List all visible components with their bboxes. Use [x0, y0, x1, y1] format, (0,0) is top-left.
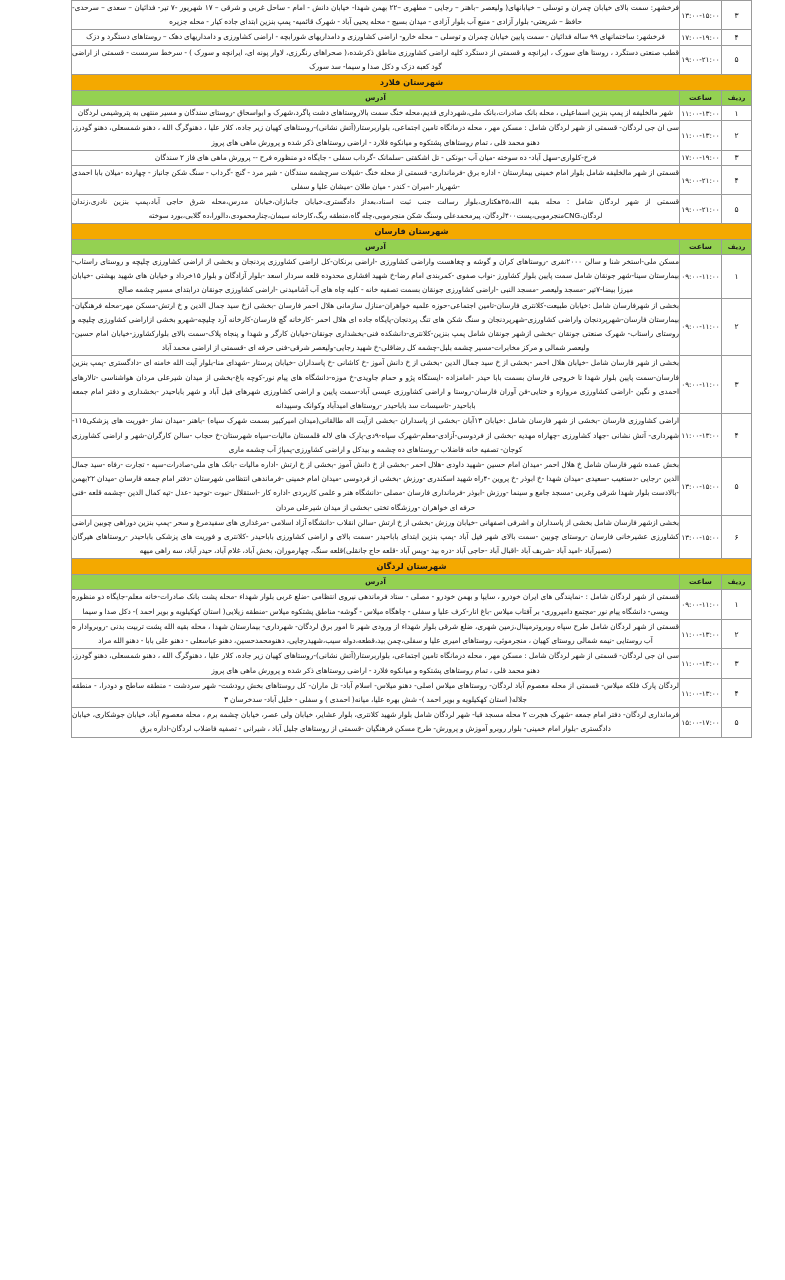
table-row [72, 515, 752, 559]
row-address: قطب صنعتی دستگرد ، روستا های سورک ، ایرانچه و قسمتی از دستگرد کلیه اراضی کشاورزی مناطق ذکرشده،( صحراهای رنگرزی، لاوار پونه ای، ایرانچه و سورک ) - سرخط سرمست - قسمتی از اراضی گود کعبه دزک و دکل صدا و سیما- سد سورک [72, 45, 680, 74]
table-body [72, 1, 752, 738]
row-time: ۱۱:۰۰-۱۳:۰۰ [680, 121, 722, 150]
row-address: قسمتی از شهر مالخلیفه شامل بلوار امام خمینی بیمارستان - اداره برق -فرمانداری- قسمتی از محله خنگ -شیلات سرچشمه سندگان - شیر مرد - گنج -گرداب - سنگ شکن جانباز - چهارده -میلان بابا احمدی -شهریار -امیران - کندر - میان طلان -میشان علیا و سفلی [72, 165, 680, 194]
table-row [72, 619, 752, 648]
row-time: ۱۷:۰۰-۱۹:۰۰ [680, 30, 722, 45]
row-time: ۰۹:۰۰-۱۱:۰۰ [680, 590, 722, 619]
row-address: قسمتی از شهر لردگان شامل طرح سپاه روبروترمینال،زمین شهری، ضلع شرقی بلوار شهداء از ورودی شهر تا امور برق لردگان- شهرداری- بیمارستان شهدا ، محله بقیه الله پشت تربیت بدنی -روبروادار ه آب روستایی -نیمه شمالی روستای کهیان ، منجرموئی، روستاهای امیری علیا و سفلی،چمن بید،قطعه،دوله سیب،شهیدرجایی، دهنومحمدحسین، دهنو عباسعلی - دهنو علی بابا - دهنو الله مراد [72, 619, 680, 648]
column-header-adres: آدرس [72, 575, 680, 590]
county-header-falard [72, 75, 752, 91]
row-number: ۴ [722, 165, 752, 194]
county-header-label: شهرستان فارسان [72, 223, 752, 239]
table-row [72, 708, 752, 737]
row-address: قسمتی از شهر لردگان شامل : -نمایندگی های ایران خودرو ، سایپا و بهمن خودرو - مصلی - ستاد فرماندهی نیروی انتظامی -ضلع غربی بلوار شهداء -محله پشت بانک صادرات-خانه معلم-جایگاه دو منظوره ویسی- دانشگاه پیام نور -مجتمع دامپروری- بر آفتاب میلاس -باغ انار-کرف علیا و سفلی - چاهگاه میلاس - گوشه- مناطق پشتکوه میلاس -منطقه زیلایی( استان کهکیلویه و بویر احمد )- دکل صدا و سیما [72, 590, 680, 619]
row-time: ۱۳:۰۰-۱۵:۰۰ [680, 515, 722, 559]
row-address: بخش عمده شهر فارسان شامل خ هلال احمر -میدان امام حسین -شهید داودی -هلال احمر -بخشی از خ دانش آموز -بخشی از خ ارتش -اداره مالیات -بانک های ملی-صادرات-سپه - تجارت -رفاه -سید جمال الدین -رجایی -دستغیب -سعیدی -میدان شهدا -خ ابوذر -خ پروین -۴راه شهید اسکندری -ورزش -بخشی از فردوسی -میدان امام خمینی -فرماندهی انتظامی شهرستان -دفتر امام جمعه فارسان -میدان ۲۲بهمن -بالادست بلوار شهدا شرقی وغربی -مسجد جامع و سینما -ورزش -ابوذر -فرمانداری فارسان -مصلی -دانشگاه هنر و علمی کاربردی -اداره کار -استقلال -نبوت -توحید -عدل -تپه کمال الدین -چشمه قلعه -فنی حرفه ای خواهران -ورزشگاه تختی -بخشی از میدان شیرعلی مردان [72, 457, 680, 515]
row-time: ۱۹:۰۰-۲۱:۰۰ [680, 45, 722, 74]
table-row [72, 150, 752, 165]
column-header-saat: ساعت [680, 575, 722, 590]
row-number: ۳ [722, 356, 752, 414]
row-number: ۱ [722, 106, 752, 121]
column-header-row [72, 575, 752, 590]
row-number: ۵ [722, 457, 752, 515]
table-row [72, 45, 752, 74]
row-time: ۰۹:۰۰-۱۱:۰۰ [680, 254, 722, 298]
table-row [72, 414, 752, 458]
table-row [72, 106, 752, 121]
row-address: شهر مالخلیفه از پمپ بنزین اسماعیلی ، محله بانک صادرات،بانک ملی،شهرداری قدیم،محله خنگ سمت بالاروستاهای دشت پاگرد،شهرک و ابواسحاق -روستای سندگان و مسیر منتهی به پتروشیمی لردگان [72, 106, 680, 121]
row-number: ۴ [722, 678, 752, 707]
row-number: ۵ [722, 45, 752, 74]
row-address: فرخشهر: سمت بالای خیابان چمران و توسلی – خیابانهای( ولیعصر –باهنر – رجایی – مطهری –۲۲ بهمن شهدا- خیابان دانش - امام - ساحل غربی و شرقی – ۱۷ شهریور -۷ تیر- فدائیان – سعدی – سرحدی- حافظ – شریعتی- بلوار آزادی - منبع آب بلوار آزادی - میدان بسیج - محله یحیی آباد - شهرک قائمیه- پمپ بنزین ابتدای جاده کیار - محله جزیره [72, 1, 680, 30]
table-row [72, 1, 752, 30]
table-row [72, 30, 752, 45]
row-time: ۱۳:۰۰-۱۵:۰۰ [680, 1, 722, 30]
county-header-lordegan [72, 559, 752, 575]
row-time: ۰۹:۰۰-۱۱:۰۰ [680, 298, 722, 356]
row-number: ۳ [722, 150, 752, 165]
table-row [72, 356, 752, 414]
column-header-radif: ردیف [722, 91, 752, 106]
row-number: ۱ [722, 590, 752, 619]
row-number: ۴ [722, 30, 752, 45]
row-number: ۶ [722, 515, 752, 559]
row-number: ۵ [722, 195, 752, 223]
table-row [72, 195, 752, 223]
row-time: ۱۳:۰۰-۱۵:۰۰ [680, 457, 722, 515]
row-number: ۲ [722, 619, 752, 648]
row-number: ۴ [722, 414, 752, 458]
row-time: ۱۹:۰۰-۲۱:۰۰ [680, 195, 722, 223]
row-time: ۱۱:۰۰-۱۳:۰۰ [680, 619, 722, 648]
table-row [72, 590, 752, 619]
row-time: ۱۷:۰۰-۱۹:۰۰ [680, 150, 722, 165]
row-time: ۱۱:۰۰-۱۳:۰۰ [680, 649, 722, 678]
column-header-radif: ردیف [722, 239, 752, 254]
row-address: بخشی از شهر فارسان شامل -خیابان هلال احمر -بخشی از خ سید جمال الدین -بخشی از خ دانش آموز -خ کاشانی -خ پاسداران -خیابان پرستار -شهدای منا-بلوار آیت الله خامنه ای -دادگستری -پمپ بنزین فارسان-سمت پایین بلوار شهدا تا خروجی فارسان بسمت بابا حیدر -امامزاده -ایستگاه پژو و حمام جاویدی-خ موزه-دانشگاه های پیام نور-کوچه باغ-بخشی از میدان شیرعلی مردان هواشناسی -تالارهای احمدی و نگین -اراضی کشاورزی مروازه و ختایی-فن آوران فارسان-روستا و اراضی کشاورزی عیسی آباد-سمت پایین و اراضی کشاورزی شهرهای فیل آباد و شهر باباحیدر -بخشداری و دفتر امام جمعه باباحیدر -تاسیسات سد باباحیدر -روستاهای امیدآباد وکوانک وسپیدانه [72, 356, 680, 414]
row-time: ۱۵:۰۰-۱۷:۰۰ [680, 708, 722, 737]
row-number: ۱ [722, 254, 752, 298]
row-number: ۵ [722, 708, 752, 737]
row-time: ۱۹:۰۰-۲۱:۰۰ [680, 165, 722, 194]
row-address: بخشی از شهرفارسان شامل :خیابان طبیعت-کلانتری فارسان-تامین اجتماعی-حوزه علمیه خواهران-منازل سازمانی هلال احمر فارسان -بخشی ازخ سید جمال الدین و خ ارتش-مسکن مهر-محله فرهنگیان-بیمارستان فارسان-شهرپردنجان واراضی کشاورزی-شهرپردنجان و سنگ شکن های تنگ پردنجان-پایگاه جاده ای هلال احمر -کارخانه گچ فارسان-کارخانه آرد چلیچه-شهرو بخشی ازاراضی کشاورزی چلیچه و روستای راستاب- شهرک صنعتی جونقان -بخشی ازشهر جونقان شامل پمپ بنزین-کلانتری-دانشکده فنی-بخشداری جونقان-خیابان کارگر و شهدا و پنجاه پلاک-سمت بالای بلوارکشاورز-خیابان امام حسین-ولیعصر شمالی و مرکز مخابرات-مسیر چشمه بلبل-چشمه کل رضاقلی-خ شهید رجایی-ولیعصر شرقی-فنی حرفه ای -قسمتی از اراضی محمد آباد [72, 298, 680, 356]
table-row [72, 121, 752, 150]
table-row [72, 678, 752, 707]
row-number: ۳ [722, 649, 752, 678]
row-number: ۲ [722, 121, 752, 150]
row-address: لردگان پارک فلکه میلاس- قسمتی از محله معصوم آباد لردگان- روستاهای میلاس اصلی- دهنو میلاس- اسلام آباد- تل ماران- کل روستاهای بخش رودشت- شهر سردشت - منطقه ساطح و دودرا، - منطقه جلاله( استان کهکیلویه و بویر احمد )- شش بهره علیا، میانه( احمدی ) و سفلی - خلیل آباد- سدخرسان ۳ [72, 678, 680, 707]
column-header-saat: ساعت [680, 239, 722, 254]
county-header-label: شهرستان فلارد [72, 75, 752, 91]
row-time: ۰۹:۰۰-۱۱:۰۰ [680, 356, 722, 414]
column-header-radif: ردیف [722, 575, 752, 590]
column-header-adres: آدرس [72, 91, 680, 106]
county-header-label: شهرستان لردگان [72, 559, 752, 575]
row-address: مسکن ملی-استخر شنا و سالن ۲۰۰۰نفری -روستاهای کران و گوشه و چغاهست واراضی کشاورزی -اراضی برنکان-کل اراضی کشاورزی پردنجان و بخشی از اراضی کشاورزی چلیچه و روستای راستاب-بیمارستان سینا-شهر جونقان شامل سمت پایین بلوار کشاورز -نواب صفوی -کمربندی امام رضا-خ شهید افشاری محدوده قلعه سردار اسعد -بلوار آزادگان و بلوار ۱۵خرداد و خیابان های شهید بهشتی -خیابان میرزا بیضا-۷تیر -مسجد ولیعصر -مسجد النبی -اراضی کشاورزی جونقان بسمت تصفیه خانه - کلیه چاه های آب آشامیدنی -اراضی کشاورزی جونقان درابتدای مسیر چشمه صالح [72, 254, 680, 298]
table-row [72, 457, 752, 515]
row-address: قسمتی از شهر لردگان شامل : محله بقیه الله،۲۵هکتاری،بلوار رسالت جنب ثبت اسناد،بعداز دادگستری،خیابان جانبازان،خیابان مدرس،محله شرق حاجی آباد،پمپ بنزین نادری،زندان لردگان،CNGمنجرموبی،پست۴۰۰لردگان، پیرمحمدعلی وسنگ شکن منجرموبی،چله گاه،منطقه ریگ،کارخانه سیمان،چنارمحمودی،دالورا،ده گلابی،بورد سوخته [72, 195, 680, 223]
row-address: سی ان جی لردگان- قسمتی از شهر لردگان شامل : مسکن مهر ، محله درمانگاه تامین اجتماعی، بلواربرستار(آتش نشانی)-روستاهای کهیان زیر جاده، کلار علیا ، دهنوگرگ الله ، دهنو شمسعلی، دهنو گودرز، دهنو محمد قلی ، تمام روستاهای پشتکوه و میانکوه فلارد - اراضی روستاهای ذکر شده و پرورش ماهی های پروز [72, 649, 680, 678]
outage-schedule-table [71, 0, 752, 738]
row-time: ۱۱:۰۰-۱۳:۰۰ [680, 106, 722, 121]
row-address: سی ان جی لردگان- قسمتی از شهر لردگان شامل : مسکن مهر ، محله درمانگاه تامین اجتماعی، بلواربرستار(آتش نشانی)-روستاهای کهیان زیر جاده، کلار علیا ، دهنوگرگ الله ، دهنو شمسعلی، دهنو گودرز، دهنو محمد قلی ، تمام روستاهای پشتکوه و میانکوه فلارد - اراضی روستاهای ذکر شده و پرورش ماهی های پروز [72, 121, 680, 150]
table-row [72, 298, 752, 356]
column-header-adres: آدرس [72, 239, 680, 254]
column-header-row [72, 239, 752, 254]
column-header-row [72, 91, 752, 106]
row-address: اراضی کشاورزی فارسان -بخشی از شهر فارسان شامل :خیابان ۱۳آبان -بخشی از پاسداران -بخشی ازآیت اله طالقانی(میدان امیرکبیر بسمت شهرک سپاه) -باهنر -میدان نماز -فوریت های پزشکی۱۱۵-شهرداری- آتش نشانی -جهاد کشاورزی -چهاراه مهدیه -بخشی از فردوسی-آزادی-معلم-شهرک سپاه-۹دی-پارک های لاله قلمستان مالیات-سپاه شهرستان-خ حجاب -سالن کارگران-شهر و اراضی کشاورزی کوجان- تصفیه خانه فاضلاب -روستاهای ده چشمه و بیدکل و اراضی کشاورزی-پمپاژ آب چشمه ماری [72, 414, 680, 458]
county-header-farsan [72, 223, 752, 239]
row-number: ۳ [722, 1, 752, 30]
row-number: ۲ [722, 298, 752, 356]
table-row [72, 649, 752, 678]
table-row [72, 254, 752, 298]
row-address: فرمانداری لردگان- دفتر امام جمعه -شهرک هجرت ۲ محله مسجد قبا- شهر لردگان شامل بلوار شهید کلانتری، بلوار عشایر، خیابان ولی عصر، خیابان چشمه برم ، محله معصوم آباد، خیابان جوشکاری، خیابان دادگستری -بلوار امام خمینی- بلوار روبرو آموزش و پرورش- طرح مسکن فرهنگیان -قسمتی از روستاهای جلیل آباد ، شیرانی - تصفیه فاضلاب لردگان-اداره برق [72, 708, 680, 737]
row-time: ۱۱:۰۰-۱۳:۰۰ [680, 678, 722, 707]
row-address: فرح-کلواری-سهل آباد- ده سوخته -میان آب -بونکی - تل اشکفتی -سلمانک -گرداب سفلی - جایگاه دو منظوره فرح -- پرورش ماهی های فاز ۲ سندگان [72, 150, 680, 165]
table-row [72, 165, 752, 194]
row-time: ۱۱:۰۰-۱۳:۰۰ [680, 414, 722, 458]
column-header-saat: ساعت [680, 91, 722, 106]
row-address: بخشی ازشهر فارسان شامل بخشی از پاسداران و اشرفی اصفهانی -خیابان ورزش -بخشی از خ ارتش -سالن انقلاب -دانشگاه آزاد اسلامی -مرغداری های سفیدمرغ و سحر -پمپ بنزین دوراهی چوبین اراضی کشاورزی عشیرخانی فارسان -روستای چوبین -سمت بالای شهر فیل آباد -پمپ بنزین ابتدای باباحیدر -سمت بالای و اراضی کشاورزی باباحیدر -کلانتری و فوریت های پزشکی باباحیدر -روستاهای هیرگان (نصیرآباد -امید آباد -شریف آباد -اقبال آباد -حاجی آباد -دره بید -ویس آباد -قلعه حاج جانقلی)قلعه سنگ، چهارموران، بخش آباد، غلام آباد، حیدر آباد، سه راهی میهه [72, 515, 680, 559]
row-address: فرخشهر: ساختمانهای ۹۹ ساله فدائیان - سمت پایین خیابان چمران و توسلی – محله خارو- اراضی کشاورزی و دامداریهای شورابچه - اراضی کشاورزی و دامداریهای دهک – روستاهای دستگرد و دزک [72, 30, 680, 45]
